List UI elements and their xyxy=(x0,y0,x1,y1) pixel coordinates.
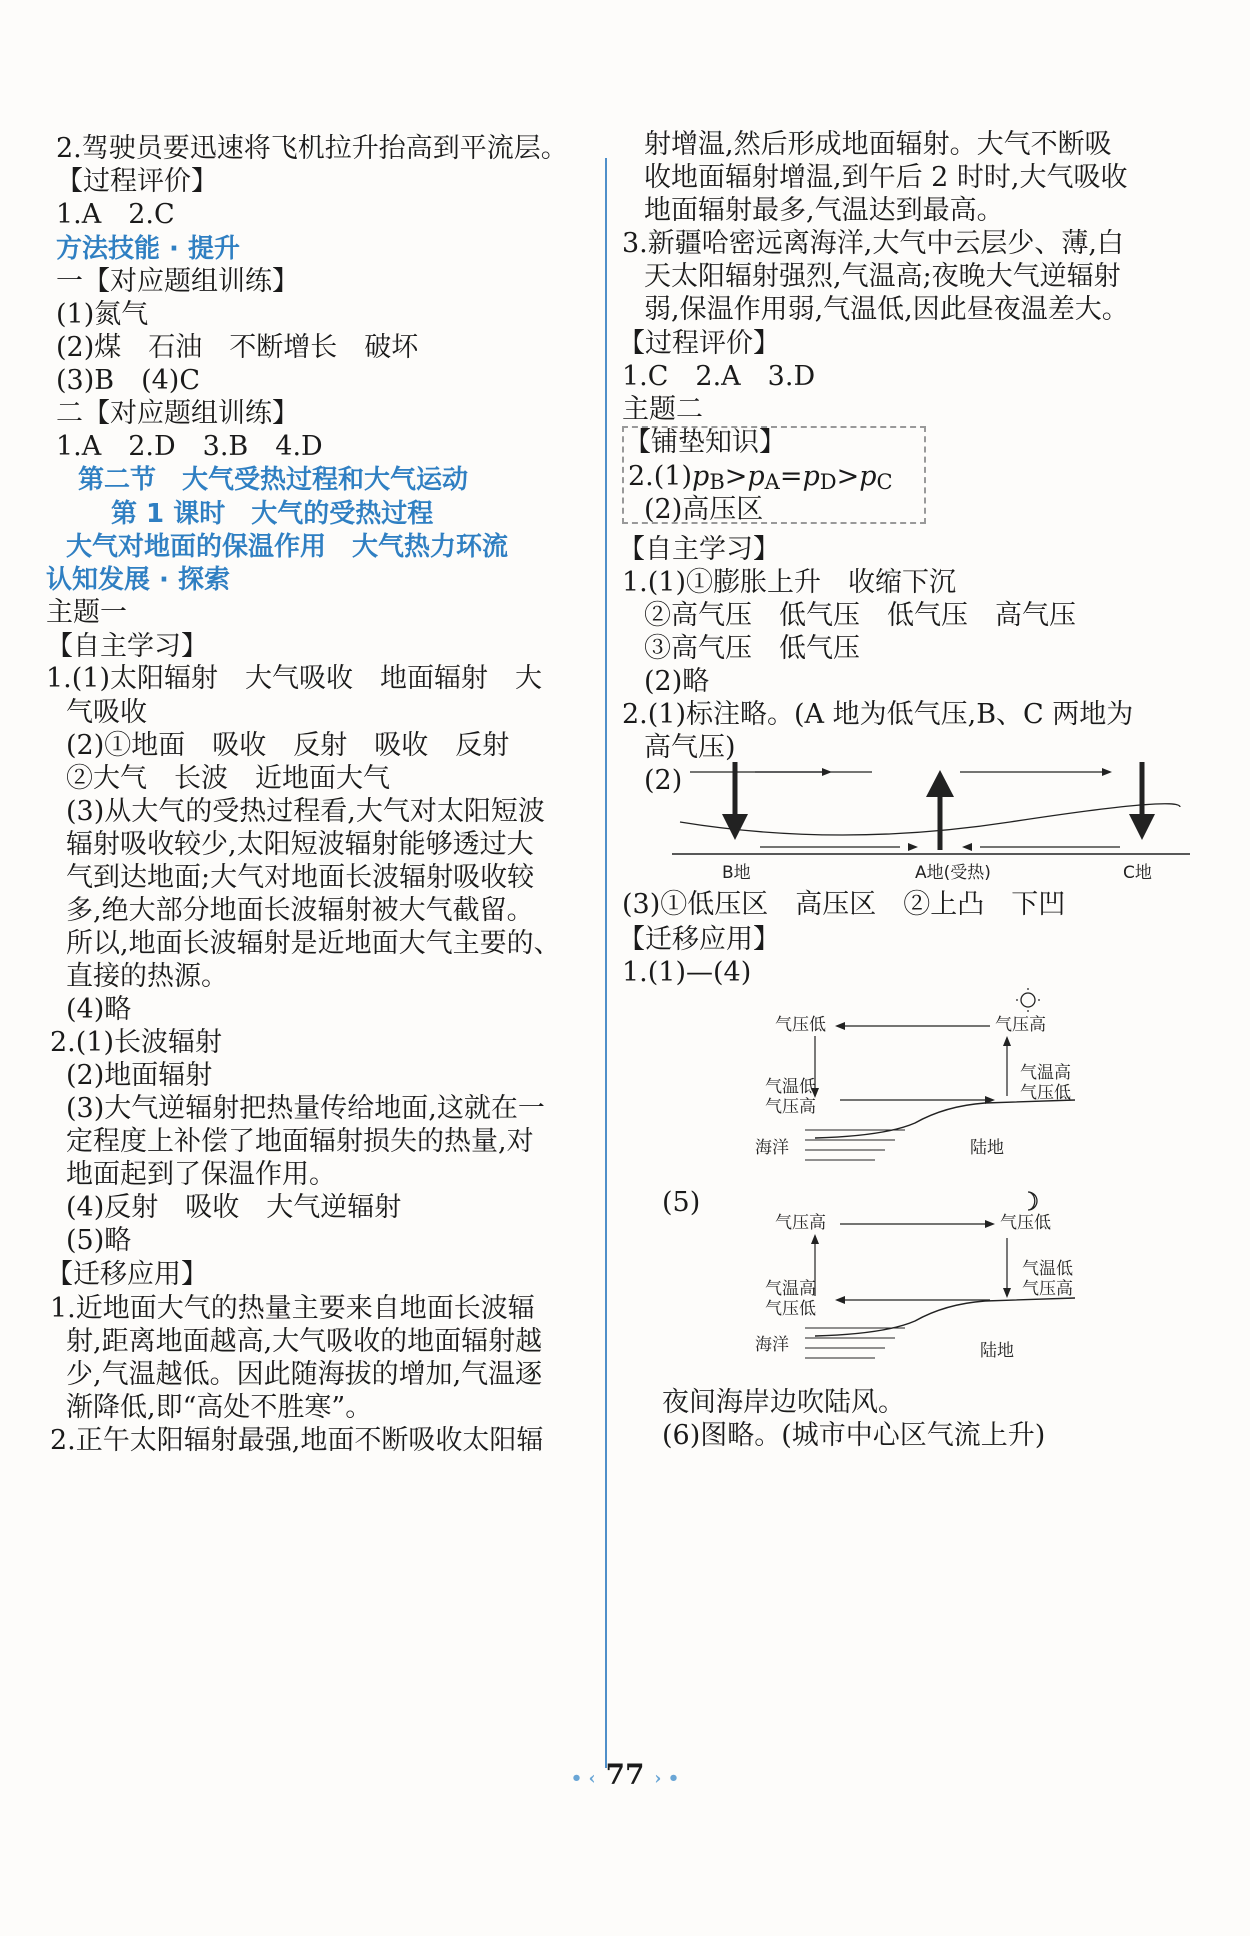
answer-line: (2)略 xyxy=(644,666,710,697)
answer-line: ②高气压 低气压 低气压 高气压 xyxy=(644,600,1076,631)
label-a: A地(受热) xyxy=(915,863,991,883)
answer-line: 多,绝大部分地面长波辐射被大气截留。 xyxy=(66,895,534,926)
section-heading: 方法技能 · 提升 xyxy=(56,234,240,264)
answer-line: 1.A 2.D 3.B 4.D xyxy=(56,431,323,462)
day-sea-breeze-diagram xyxy=(745,988,1085,1178)
answer-line: ②大气 长波 近地面大气 xyxy=(66,763,390,794)
pressure-symbol: p xyxy=(859,461,877,492)
section-heading: 【自主学习】 xyxy=(618,534,780,565)
dots-right-icon: › • xyxy=(654,1768,680,1789)
label-mid-left-2: 气压低 xyxy=(765,1299,816,1319)
answer-line: (3)从大气的受热过程看,大气对太阳短波 xyxy=(66,796,545,827)
answer-line: 1.(1)①膨胀上升 收缩下沉 xyxy=(622,567,957,598)
label-top-left: 气压低 xyxy=(775,1015,826,1035)
label-mid-left-2: 气压高 xyxy=(765,1097,816,1117)
arrow-head xyxy=(811,1234,819,1244)
formula-prefix: 2.(1) xyxy=(628,461,693,492)
gt-sign: > xyxy=(724,461,748,492)
label-sea: 海洋 xyxy=(755,1335,789,1355)
lesson-subtitle: 大气对地面的保温作用 大气热力环流 xyxy=(66,532,509,562)
section-heading: 认知发展 · 探索 xyxy=(46,565,230,595)
answer-line: 地面辐射最多,气温达到最高。 xyxy=(644,195,1004,226)
arrow-head xyxy=(1102,768,1112,776)
section-heading: 一【对应题组训练】 xyxy=(56,266,299,297)
answer-line: 夜间海岸边吹陆风。 xyxy=(662,1387,905,1418)
section-heading: 【迁移应用】 xyxy=(618,924,780,955)
answer-line: 1.(1)太阳辐射 大气吸收 地面辐射 大 xyxy=(46,663,543,694)
answer-line: (3)大气逆辐射把热量传给地面,这就在一 xyxy=(66,1093,545,1124)
answer-line: 收地面辐射增温,到午后 2 时时,大气吸收 xyxy=(644,162,1128,193)
answer-line: 辐射吸收较少,太阳短波辐射能够透过大 xyxy=(66,829,534,860)
subscript: B xyxy=(709,470,725,494)
label-top-right: 气压高 xyxy=(995,1015,1046,1035)
answer-line: 所以,地面长波辐射是近地面大气主要的、 xyxy=(66,928,561,959)
section-heading: 二【对应题组训练】 xyxy=(56,398,299,429)
answer-line: (4)略 xyxy=(66,994,132,1025)
section-heading: 【过程评价】 xyxy=(56,166,218,197)
answer-line: 定程度上补偿了地面辐射损失的热量,对 xyxy=(66,1126,534,1157)
answer-line: 弱,保温作用弱,气温低,因此昼夜温差大。 xyxy=(644,294,1129,325)
answer-line: 射增温,然后形成地面辐射。大气不断吸 xyxy=(644,129,1112,160)
coastline xyxy=(815,1100,1075,1138)
eq-sign: = xyxy=(779,461,803,492)
answer-line: 1.C 2.A 3.D xyxy=(622,361,816,392)
answer-line: (2) xyxy=(644,765,683,796)
answer-line: 少,气温越低。因此随海拔的增加,气温逐 xyxy=(66,1359,543,1390)
pressure-symbol: p xyxy=(692,461,710,492)
answer-line: ③高气压 低气压 xyxy=(644,633,860,664)
answer-line: (2)地面辐射 xyxy=(66,1060,213,1091)
label-land: 陆地 xyxy=(980,1341,1014,1361)
arrow-head xyxy=(962,843,972,851)
arrow-head xyxy=(1003,1288,1011,1298)
answer-line: 1.A 2.C xyxy=(56,199,175,230)
answer-line: (4)反射 吸收 大气逆辐射 xyxy=(66,1192,402,1223)
lesson-title: 第 1 课时 大气的受热过程 xyxy=(111,499,434,529)
sun-icon xyxy=(1021,993,1035,1007)
label-top-left: 气压高 xyxy=(775,1213,826,1233)
answer-line: 射,距离地面越高,大气吸收的地面辐射越 xyxy=(66,1326,543,1357)
label-mid-right-2: 气压低 xyxy=(1020,1083,1071,1103)
arrow-head xyxy=(722,814,748,840)
answer-line: 1.近地面大气的热量主要来自地面长波辐 xyxy=(50,1293,535,1324)
topic-heading: 主题一 xyxy=(46,597,127,628)
label-mid-left-1: 气温高 xyxy=(765,1279,816,1299)
label-mid-right-2: 气压高 xyxy=(1022,1279,1073,1299)
label-mid-right-1: 气温低 xyxy=(1022,1259,1073,1279)
isobar-curve xyxy=(680,804,1180,835)
answer-line: (1)氮气 xyxy=(56,299,149,330)
label-mid-right-1: 气温高 xyxy=(1020,1063,1071,1083)
pressure-symbol: p xyxy=(802,461,820,492)
page-number xyxy=(570,1758,680,1791)
answer-line: 天太阳辐射强烈,气温高;夜晚大气逆辐射 xyxy=(644,261,1121,292)
answer-line: (5) xyxy=(662,1187,701,1218)
answer-line: (5)略 xyxy=(66,1225,132,1256)
answer-line: 1.(1)—(4) xyxy=(622,957,752,988)
answer-line: 3.新疆哈密远离海洋,大气中云层少、薄,白 xyxy=(622,228,1124,259)
section-heading: 【过程评价】 xyxy=(618,328,780,359)
gt-sign: > xyxy=(836,461,860,492)
label-sea: 海洋 xyxy=(755,1138,789,1158)
thermal-circulation-diagram xyxy=(660,752,1220,892)
arrow-head xyxy=(1003,1036,1011,1046)
coastline xyxy=(815,1298,1075,1336)
arrow-head xyxy=(926,770,954,797)
answer-line: (2)煤 石油 不断增长 破坏 xyxy=(56,332,419,363)
section-heading: 【迁移应用】 xyxy=(46,1259,208,1290)
arrow-head xyxy=(908,843,918,851)
answer-line: 2.正午太阳辐射最强,地面不断吸收太阳辐 xyxy=(50,1425,544,1456)
arrow-head xyxy=(985,1220,995,1228)
column-divider xyxy=(605,158,607,1768)
night-land-breeze-diagram xyxy=(745,1188,1085,1378)
pressure-symbol: p xyxy=(747,461,765,492)
chapter-title: 第二节 大气受热过程和大气运动 xyxy=(78,465,469,495)
label-c: C地 xyxy=(1123,863,1152,883)
section-heading: 【铺垫知识】 xyxy=(624,427,786,458)
answer-line: 气到达地面;大气对地面长波辐射吸收较 xyxy=(66,862,535,893)
answer-line: 2.(1)标注略。(A 地为低气压,B、C 两地为 xyxy=(622,699,1134,730)
subscript: D xyxy=(819,470,837,494)
answer-line: (6)图略。(城市中心区气流上升) xyxy=(662,1420,1046,1451)
sea-lines xyxy=(805,1130,905,1160)
subscript: A xyxy=(764,470,780,494)
answer-line: 地面起到了保温作用。 xyxy=(66,1159,336,1190)
answer-line: (2)①地面 吸收 反射 吸收 反射 xyxy=(66,730,510,761)
label-top-right: 气压低 xyxy=(1000,1213,1051,1233)
label-b: B地 xyxy=(722,863,751,883)
arrow-head xyxy=(1129,814,1155,840)
answer-line: 2.(1)长波辐射 xyxy=(50,1027,223,1058)
dots-left-icon: • ‹ xyxy=(570,1768,596,1789)
page-number-value: 77 xyxy=(605,1758,645,1791)
answer-line: (3)①低压区 高压区 ②上凸 下凹 xyxy=(622,889,1066,920)
arrow-head xyxy=(835,1022,845,1030)
label-mid-left-1: 气温低 xyxy=(765,1077,816,1097)
label-land: 陆地 xyxy=(970,1138,1004,1158)
answer-line: 气吸收 xyxy=(66,697,147,728)
text-line: 2.驾驶员要迅速将飞机拉升抬高到平流层。 xyxy=(56,133,568,164)
subscript: C xyxy=(876,470,893,494)
answer-line: 渐降低,即“高处不胜寒”。 xyxy=(66,1392,373,1423)
moon-icon xyxy=(1028,1192,1037,1210)
sun-rays xyxy=(1016,988,1040,1012)
topic-heading: 主题二 xyxy=(622,394,703,425)
sea-lines xyxy=(805,1328,905,1358)
answer-line: (3)B (4)C xyxy=(56,365,200,396)
section-heading: 【自主学习】 xyxy=(46,631,208,662)
answer-line: 高气压) xyxy=(644,732,736,763)
arrow-head xyxy=(835,1296,845,1304)
answer-line: 直接的热源。 xyxy=(66,961,228,992)
answer-line: (2)高压区 xyxy=(644,494,764,525)
